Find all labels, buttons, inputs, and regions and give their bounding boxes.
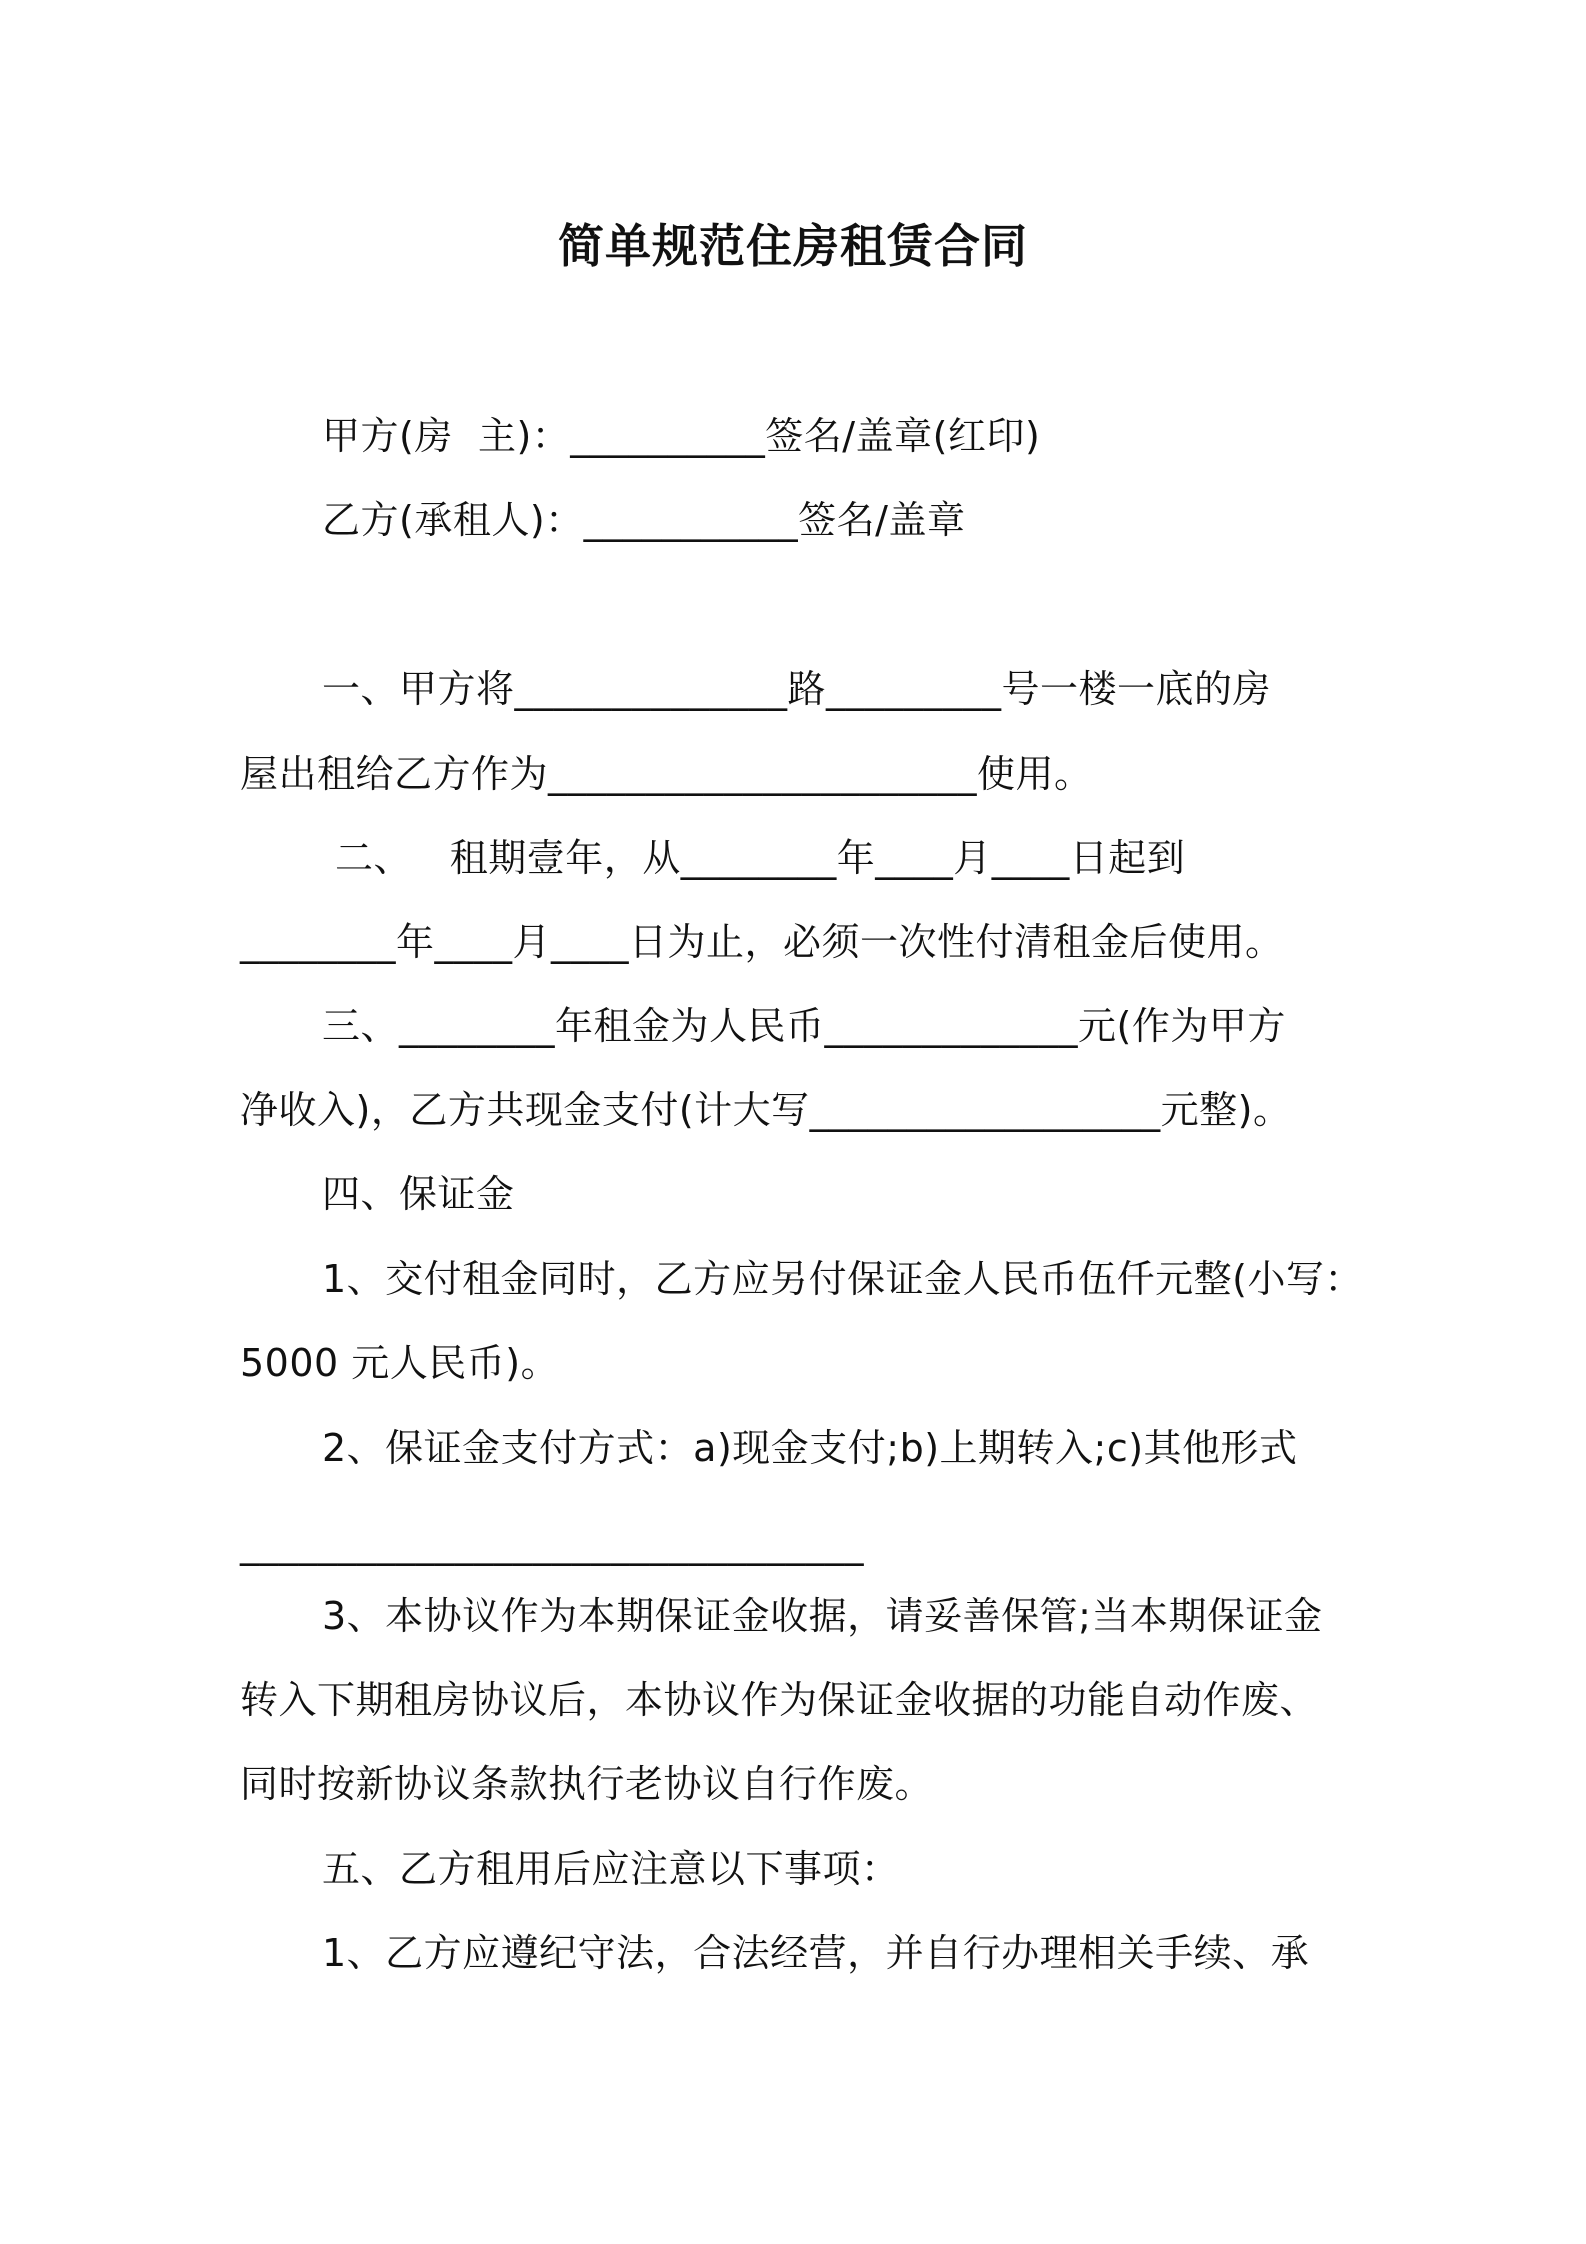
clause2-line2: ________年____月____日为止，必须一次性付清租金后使用。 xyxy=(240,920,1284,964)
clause5-item1-line1: 1、乙方应遵纪守法，合法经营，并自行办理相关手续、承 xyxy=(322,1931,1310,1975)
clause3-line2: 净收入)，乙方共现金支付(计大写__________________元整)。 xyxy=(240,1088,1292,1132)
party-b-line: 乙方(承租人)：___________签名/盖章 xyxy=(322,498,966,542)
clause4-heading: 四、保证金 xyxy=(322,1172,515,1216)
clause4-item2-line1: 2、保证金支付方式：a)现金支付;b)上期转入;c)其他形式 xyxy=(322,1426,1298,1470)
clause4-item2-line2: ________________________________ xyxy=(240,1522,864,1566)
clause4-item3-line2: 转入下期租房协议后，本协议作为保证金收据的功能自动作废、 xyxy=(240,1678,1319,1722)
clause5-heading: 五、乙方租用后应注意以下事项： xyxy=(322,1847,900,1891)
clause2-line1: 二、 租期壹年，从________年____月____日起到 xyxy=(335,836,1186,880)
clause4-item1-line2: 5000 元人民币)。 xyxy=(240,1341,560,1385)
clause4-item3-line1: 3、本协议作为本期保证金收据，请妥善保管;当本期保证金 xyxy=(322,1594,1323,1638)
document-title: 简单规范住房租赁合同 xyxy=(558,219,1028,273)
clause3-line1: 三、________年租金为人民币_____________元(作为甲方 xyxy=(322,1004,1286,1048)
clause1-line1: 一、甲方将______________路_________号一楼一底的房 xyxy=(322,667,1272,711)
clause1-line2: 屋出租给乙方作为______________________使用。 xyxy=(240,752,1093,796)
party-a-line: 甲方(房 主)：__________签名/盖章(红印) xyxy=(322,414,1041,458)
clause4-item3-line3: 同时按新协议条款执行老协议自行作废。 xyxy=(240,1762,934,1806)
clause4-item1-line1: 1、交付租金同时，乙方应另付保证金人民币伍仟元整(小写： xyxy=(322,1257,1364,1301)
